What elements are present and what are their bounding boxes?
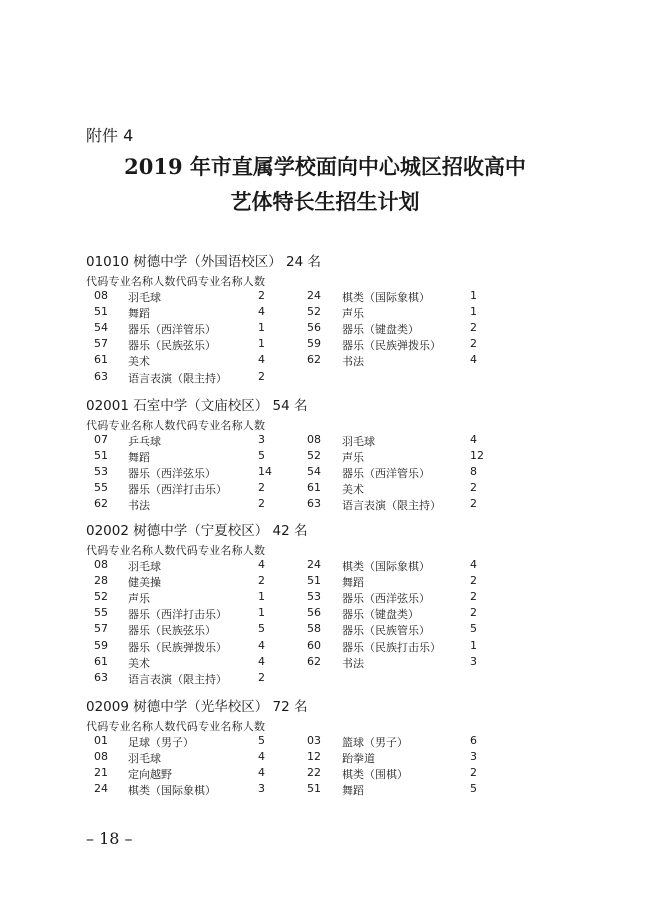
section-heading: 01010 树德中学（外国语校区） 24 名 xyxy=(86,254,321,270)
major-cell: 器乐（西洋打击乐） xyxy=(128,483,227,497)
major-cell: 羽毛球 xyxy=(342,435,375,448)
code-cell: 63 xyxy=(94,670,108,684)
major-cell: 声乐 xyxy=(342,451,364,465)
major-cell: 器乐（民族弹拨乐） xyxy=(342,339,441,353)
count-cell: 2 xyxy=(258,289,265,302)
page-title-line2: 艺体特长生招生计划 xyxy=(230,189,420,214)
column-header: 代码专业名称人数代码专业名称人数 xyxy=(86,419,266,432)
code-cell: 53 xyxy=(94,465,108,479)
major-cell: 足球（男子） xyxy=(128,736,194,749)
code-cell: 56 xyxy=(307,321,321,335)
major-cell: 书法 xyxy=(342,656,364,670)
count-cell: 2 xyxy=(258,497,265,511)
count-cell: 14 xyxy=(258,465,272,479)
major-cell: 棋类（国际象棋） xyxy=(342,560,430,573)
major-cell: 器乐（西洋打击乐） xyxy=(128,608,227,622)
page-number: – 18 – xyxy=(86,829,133,848)
count-cell: 5 xyxy=(258,449,265,463)
major-cell: 声乐 xyxy=(128,592,150,606)
count-cell: 1 xyxy=(258,337,265,351)
code-cell: 55 xyxy=(94,481,108,495)
major-cell: 器乐（民族弹拨乐） xyxy=(128,640,227,654)
column-header: 代码专业名称人数代码专业名称人数 xyxy=(86,544,266,557)
major-cell: 羽毛球 xyxy=(128,752,161,766)
page-title-line1: 2019 年市直属学校面向中心城区招收高中 xyxy=(124,154,526,179)
code-cell: 28 xyxy=(94,574,108,588)
code-cell: 52 xyxy=(94,590,108,604)
major-cell: 篮球（男子） xyxy=(342,736,408,749)
code-cell: 60 xyxy=(307,638,321,652)
code-cell: 61 xyxy=(94,654,108,668)
major-cell: 美术 xyxy=(342,483,364,497)
code-cell: 08 xyxy=(94,289,108,302)
code-cell: 57 xyxy=(94,337,108,351)
count-cell: 4 xyxy=(258,353,265,367)
major-cell: 跆拳道 xyxy=(342,752,375,766)
code-cell: 08 xyxy=(94,558,108,571)
code-cell: 63 xyxy=(307,497,321,511)
count-cell: 3 xyxy=(258,782,265,796)
section-heading: 02009 树德中学（光华校区） 72 名 xyxy=(86,699,308,715)
code-cell: 57 xyxy=(94,622,108,636)
code-cell: 21 xyxy=(94,766,108,780)
code-cell: 56 xyxy=(307,606,321,620)
section-heading: 02001 石室中学（文庙校区） 54 名 xyxy=(86,398,308,414)
code-cell: 59 xyxy=(94,638,108,652)
count-cell: 4 xyxy=(258,558,265,571)
code-cell: 62 xyxy=(307,654,321,668)
code-cell: 61 xyxy=(94,353,108,367)
count-cell: 4 xyxy=(258,654,265,668)
major-cell: 美术 xyxy=(128,355,150,369)
count-cell: 2 xyxy=(470,606,477,620)
code-cell: 51 xyxy=(94,449,108,463)
count-cell: 2 xyxy=(470,481,477,495)
code-cell: 01 xyxy=(94,734,108,747)
count-cell: 4 xyxy=(258,750,265,764)
count-cell: 2 xyxy=(470,590,477,604)
code-cell: 08 xyxy=(94,750,108,764)
count-cell: 4 xyxy=(258,766,265,780)
count-cell: 1 xyxy=(470,305,477,319)
count-cell: 4 xyxy=(470,558,477,571)
count-cell: 2 xyxy=(258,481,265,495)
code-cell: 03 xyxy=(307,734,321,747)
count-cell: 1 xyxy=(470,638,477,652)
major-cell: 书法 xyxy=(128,499,150,513)
column-header: 代码专业名称人数代码专业名称人数 xyxy=(86,275,266,288)
major-cell: 器乐（西洋管乐） xyxy=(128,323,216,337)
code-cell: 51 xyxy=(307,782,321,796)
count-cell: 5 xyxy=(470,622,477,636)
major-cell: 语言表演（限主持） xyxy=(128,371,227,385)
major-cell: 乒乓球 xyxy=(128,435,161,448)
code-cell: 63 xyxy=(94,369,108,383)
major-cell: 器乐（西洋弦乐） xyxy=(342,592,430,606)
code-cell: 07 xyxy=(94,433,108,446)
code-cell: 12 xyxy=(307,750,321,764)
code-cell: 52 xyxy=(307,449,321,463)
major-cell: 舞蹈 xyxy=(128,307,150,321)
column-header: 代码专业名称人数代码专业名称人数 xyxy=(86,720,266,733)
count-cell: 4 xyxy=(258,305,265,319)
count-cell: 4 xyxy=(258,638,265,652)
count-cell: 1 xyxy=(258,321,265,335)
major-cell: 健美操 xyxy=(128,576,161,590)
count-cell: 1 xyxy=(470,289,477,302)
major-cell: 器乐（民族管乐） xyxy=(342,624,430,638)
code-cell: 62 xyxy=(94,497,108,511)
code-cell: 24 xyxy=(307,558,321,571)
code-cell: 24 xyxy=(94,782,108,796)
count-cell: 12 xyxy=(470,449,484,463)
attachment-label: 附件 4 xyxy=(86,126,134,145)
code-cell: 54 xyxy=(94,321,108,335)
major-cell: 定向越野 xyxy=(128,768,172,782)
count-cell: 3 xyxy=(470,654,477,668)
code-cell: 62 xyxy=(307,353,321,367)
major-cell: 舞蹈 xyxy=(128,451,150,465)
major-cell: 舞蹈 xyxy=(342,576,364,590)
code-cell: 51 xyxy=(94,305,108,319)
major-cell: 器乐（键盘类） xyxy=(342,323,419,337)
code-cell: 08 xyxy=(307,433,321,446)
major-cell: 棋类（围棋） xyxy=(342,768,408,782)
major-cell: 语言表演（限主持） xyxy=(342,499,441,513)
count-cell: 8 xyxy=(470,465,477,479)
major-cell: 声乐 xyxy=(342,307,364,321)
code-cell: 54 xyxy=(307,465,321,479)
count-cell: 5 xyxy=(470,782,477,796)
count-cell: 2 xyxy=(470,766,477,780)
count-cell: 6 xyxy=(470,734,477,747)
section-heading: 02002 树德中学（宁夏校区） 42 名 xyxy=(86,523,308,539)
major-cell: 羽毛球 xyxy=(128,291,161,304)
major-cell: 器乐（键盘类） xyxy=(342,608,419,622)
count-cell: 1 xyxy=(258,606,265,620)
count-cell: 2 xyxy=(258,369,265,383)
count-cell: 5 xyxy=(258,734,265,747)
major-cell: 羽毛球 xyxy=(128,560,161,573)
major-cell: 语言表演（限主持） xyxy=(128,672,227,686)
major-cell: 器乐（民族打击乐） xyxy=(342,640,441,654)
major-cell: 棋类（国际象棋） xyxy=(128,784,216,798)
count-cell: 3 xyxy=(470,750,477,764)
code-cell: 52 xyxy=(307,305,321,319)
major-cell: 舞蹈 xyxy=(342,784,364,798)
count-cell: 2 xyxy=(258,574,265,588)
count-cell: 1 xyxy=(258,590,265,604)
count-cell: 3 xyxy=(258,433,265,446)
count-cell: 2 xyxy=(470,497,477,511)
major-cell: 器乐（西洋管乐） xyxy=(342,467,430,481)
code-cell: 59 xyxy=(307,337,321,351)
code-cell: 61 xyxy=(307,481,321,495)
major-cell: 器乐（民族弦乐） xyxy=(128,339,216,353)
count-cell: 2 xyxy=(470,574,477,588)
major-cell: 美术 xyxy=(128,656,150,670)
count-cell: 2 xyxy=(470,321,477,335)
major-cell: 器乐（民族弦乐） xyxy=(128,624,216,638)
count-cell: 4 xyxy=(470,433,477,446)
count-cell: 2 xyxy=(470,337,477,351)
code-cell: 55 xyxy=(94,606,108,620)
major-cell: 书法 xyxy=(342,355,364,369)
code-cell: 22 xyxy=(307,766,321,780)
count-cell: 4 xyxy=(470,353,477,367)
major-cell: 器乐（西洋弦乐） xyxy=(128,467,216,481)
count-cell: 2 xyxy=(258,670,265,684)
major-cell: 棋类（国际象棋） xyxy=(342,291,430,304)
count-cell: 5 xyxy=(258,622,265,636)
code-cell: 58 xyxy=(307,622,321,636)
code-cell: 24 xyxy=(307,289,321,302)
code-cell: 51 xyxy=(307,574,321,588)
code-cell: 53 xyxy=(307,590,321,604)
